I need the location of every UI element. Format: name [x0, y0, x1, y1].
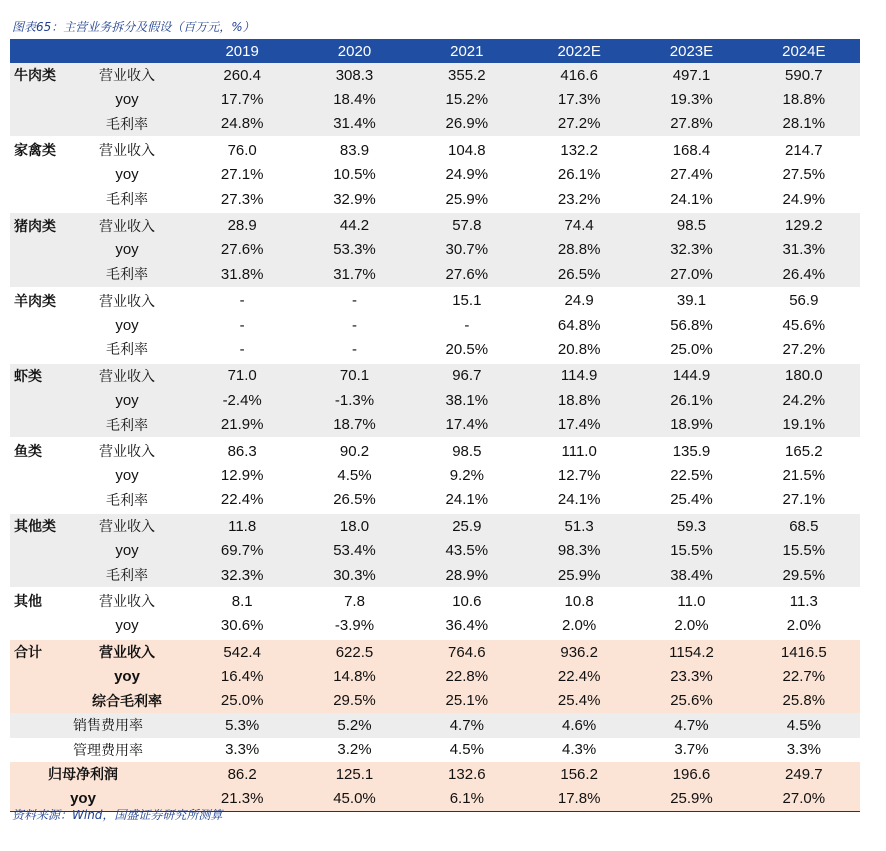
value-cell: 4.6% — [523, 713, 635, 737]
value-cell: 25.8% — [748, 689, 860, 713]
value-cell: 27.5% — [782, 166, 826, 184]
value-cell: 25.9% — [523, 563, 635, 588]
value-cell: 11.0 — [635, 588, 747, 613]
value-cell: 22.8% — [411, 664, 523, 688]
value-cell: -2.4% — [186, 388, 298, 412]
value-cell: 30.7% — [411, 238, 523, 262]
value-cell: 12.9% — [220, 466, 264, 484]
metric-label: 销售费用率 — [10, 713, 186, 737]
value-cell: 125.1 — [298, 762, 410, 786]
value-cell: 18.4% — [298, 87, 410, 111]
value-cell: 4.5% — [748, 713, 860, 737]
value-cell: 23.2% — [557, 190, 601, 208]
value-cell: 24.9% — [445, 166, 489, 184]
value-cell: 64.8% — [557, 316, 601, 334]
financial-table — [10, 39, 860, 812]
metric-label: yoy — [68, 388, 186, 412]
value-cell: 27.4% — [670, 166, 713, 184]
value-cell: 21.5% — [782, 466, 826, 484]
value-cell: 28.8% — [523, 238, 635, 262]
category-label: 猪肉类 — [10, 212, 68, 237]
value-cell: 249.7 — [748, 762, 860, 786]
value-cell: 23.3% — [635, 664, 747, 688]
value-cell: 18.8% — [523, 388, 635, 412]
metric-label: yoy — [115, 316, 139, 334]
category-label: 其他类 — [10, 513, 68, 538]
value-cell: 5.2% — [298, 713, 410, 737]
table-row — [10, 463, 860, 487]
header-year: 2021 — [411, 39, 523, 63]
category-label — [10, 689, 68, 713]
value-cell: 71.0 — [186, 363, 298, 388]
value-cell: 29.5% — [298, 689, 410, 713]
value-cell: 21.3% — [186, 786, 298, 811]
metric-label: yoy — [68, 538, 186, 562]
value-cell: 355.2 — [411, 63, 523, 87]
value-cell: 114.9 — [523, 363, 635, 388]
category-label: 牛肉类 — [10, 63, 68, 87]
value-cell: 497.1 — [635, 63, 747, 87]
header-year: 2024E — [748, 39, 860, 63]
value-cell: 27.3% — [220, 190, 264, 208]
value-cell: 17.3% — [523, 87, 635, 111]
value-cell: 86.2 — [186, 762, 298, 786]
value-cell: 416.6 — [523, 63, 635, 87]
value-cell: 542.4 — [186, 639, 298, 664]
category-label — [10, 388, 68, 412]
value-cell: 28.1% — [748, 112, 860, 137]
value-cell: 59.3 — [635, 513, 747, 538]
value-cell: 26.1% — [557, 166, 601, 184]
metric-label: 营业收入 — [68, 438, 186, 463]
total-row — [10, 639, 860, 664]
value-cell: 17.4% — [411, 412, 523, 437]
metric-label: 营业收入 — [68, 513, 186, 538]
category-label — [10, 664, 68, 688]
expense-row — [10, 738, 860, 762]
value-cell: 156.2 — [523, 762, 635, 786]
header-row — [10, 39, 860, 63]
table-row — [10, 488, 860, 513]
metric-label: yoy — [68, 87, 186, 111]
value-cell: 25.4% — [523, 689, 635, 713]
value-cell: 44.2 — [298, 212, 410, 237]
value-cell: - — [239, 340, 245, 358]
value-cell: 27.2% — [523, 112, 635, 137]
value-cell: 27.0% — [748, 786, 860, 811]
value-cell: 38.1% — [411, 388, 523, 412]
table-row — [10, 187, 860, 212]
value-cell: 6.1% — [411, 786, 523, 811]
value-cell: 622.5 — [298, 639, 410, 664]
category-label — [10, 563, 68, 588]
category-label — [10, 262, 68, 287]
category-label — [10, 463, 68, 487]
value-cell: 26.9% — [411, 112, 523, 137]
table-row — [10, 262, 860, 287]
category-label — [10, 412, 68, 437]
value-cell: 22.4% — [523, 664, 635, 688]
value-cell: - — [239, 316, 245, 334]
table-row — [10, 563, 860, 588]
category-label — [10, 112, 68, 137]
category-label: 鱼类 — [10, 438, 68, 463]
header-year: 2020 — [298, 39, 410, 63]
table-row — [10, 388, 860, 412]
header-blank — [68, 39, 186, 63]
source-note: 资料来源：Wind，国盛证券研究所测算 — [12, 808, 223, 822]
value-cell: 590.7 — [748, 63, 860, 87]
metric-label: 营业收入 — [68, 137, 186, 162]
value-cell: 196.6 — [635, 762, 747, 786]
value-cell: 2.0% — [674, 617, 709, 635]
value-cell: - — [464, 316, 470, 334]
value-cell: 3.3% — [786, 741, 821, 759]
value-cell: 30.3% — [298, 563, 410, 588]
value-cell: 28.9% — [411, 563, 523, 588]
value-cell: 11.8 — [186, 513, 298, 538]
value-cell: - — [351, 340, 357, 358]
category-label — [10, 238, 68, 262]
value-cell: 27.0% — [635, 262, 747, 287]
value-cell: 25.0% — [186, 689, 298, 713]
value-cell: 18.7% — [298, 412, 410, 437]
value-cell: 3.2% — [337, 741, 372, 759]
category-label — [10, 488, 68, 513]
category-label: 其他 — [10, 588, 68, 613]
table-row — [10, 137, 860, 162]
value-cell: 31.7% — [298, 262, 410, 287]
value-cell: 25.1% — [411, 689, 523, 713]
value-cell: 165.2 — [748, 438, 860, 463]
value-cell: 10.8 — [523, 588, 635, 613]
value-cell: 90.2 — [298, 438, 410, 463]
value-cell: 98.5 — [635, 212, 747, 237]
value-cell: 144.9 — [635, 363, 747, 388]
category-label — [10, 538, 68, 562]
table-row — [10, 614, 860, 639]
metric-label: 营业收入 — [68, 588, 186, 613]
metric-label: 毛利率 — [68, 262, 186, 287]
value-cell: 7.8 — [298, 588, 410, 613]
metric-label: 毛利率 — [106, 192, 148, 209]
value-cell: 51.3 — [523, 513, 635, 538]
value-cell: 15.5% — [748, 538, 860, 562]
value-cell: 25.9% — [445, 190, 489, 208]
value-cell: 56.9 — [748, 288, 860, 313]
metric-label: 毛利率 — [68, 412, 186, 437]
value-cell: 27.8% — [635, 112, 747, 137]
table-row — [10, 63, 860, 87]
metric-label: 毛利率 — [68, 563, 186, 588]
value-cell: 98.5 — [411, 438, 523, 463]
category-label — [10, 614, 68, 639]
value-cell: 19.3% — [635, 87, 747, 111]
table-row — [10, 337, 860, 362]
table-row — [10, 163, 860, 187]
value-cell: 96.7 — [411, 363, 523, 388]
value-cell: 98.3% — [523, 538, 635, 562]
value-cell: 25.9 — [411, 513, 523, 538]
value-cell: 15.1 — [411, 288, 523, 313]
value-cell: 3.7% — [674, 741, 709, 759]
value-cell: 132.6 — [411, 762, 523, 786]
value-cell: 27.6% — [411, 262, 523, 287]
value-cell: 180.0 — [748, 363, 860, 388]
value-cell: 74.4 — [523, 212, 635, 237]
table-row — [10, 313, 860, 337]
value-cell: 25.6% — [635, 689, 747, 713]
value-cell: 22.4% — [220, 491, 264, 509]
metric-label: 营业收入 — [68, 212, 186, 237]
metric-label: 营业收入 — [68, 363, 186, 388]
value-cell: 45.0% — [298, 786, 410, 811]
value-cell: 5.3% — [186, 713, 298, 737]
value-cell: 25.0% — [670, 340, 713, 358]
value-cell: 18.8% — [748, 87, 860, 111]
value-cell: 24.9 — [523, 288, 635, 313]
value-cell: 76.0 — [186, 137, 298, 162]
value-cell: 24.1% — [670, 190, 713, 208]
value-cell: 24.2% — [748, 388, 860, 412]
value-cell: 27.6% — [186, 238, 298, 262]
value-cell: 4.5% — [337, 466, 372, 484]
value-cell: 3.3% — [225, 741, 260, 759]
total-row — [10, 689, 860, 713]
value-cell: 83.9 — [298, 137, 410, 162]
value-cell: 57.8 — [411, 212, 523, 237]
value-cell: 104.8 — [411, 137, 523, 162]
category-label — [10, 87, 68, 111]
value-cell: 4.3% — [562, 741, 597, 759]
metric-label: 营业收入 — [68, 63, 186, 87]
value-cell: - — [298, 288, 410, 313]
value-cell: 68.5 — [748, 513, 860, 538]
value-cell: 26.5% — [523, 262, 635, 287]
metric-label: 毛利率 — [106, 342, 148, 359]
value-cell: 69.7% — [186, 538, 298, 562]
value-cell: - — [351, 316, 357, 334]
value-cell: 11.3 — [748, 588, 860, 613]
value-cell: 19.1% — [748, 412, 860, 437]
value-cell: 70.1 — [298, 363, 410, 388]
value-cell: 38.4% — [635, 563, 747, 588]
metric-label: 归母净利润 — [10, 762, 186, 786]
header-blank — [10, 39, 68, 63]
profit-row — [10, 762, 860, 786]
value-cell: 45.6% — [782, 316, 826, 334]
value-cell: 31.3% — [748, 238, 860, 262]
value-cell: 24.1% — [557, 491, 601, 509]
value-cell: 17.7% — [186, 87, 298, 111]
value-cell: 22.7% — [748, 664, 860, 688]
value-cell: 56.8% — [670, 316, 713, 334]
value-cell: 30.6% — [220, 617, 264, 635]
category-label — [10, 337, 68, 362]
category-label — [10, 313, 68, 337]
value-cell: 25.9% — [635, 786, 747, 811]
table-row — [10, 112, 860, 137]
category-label — [10, 187, 68, 212]
value-cell: 111.0 — [523, 438, 635, 463]
header-year: 2023E — [635, 39, 747, 63]
value-cell: 32.3% — [186, 563, 298, 588]
value-cell: 27.1% — [220, 166, 264, 184]
value-cell: - — [186, 288, 298, 313]
metric-label: 营业收入 — [68, 639, 186, 664]
value-cell: 18.9% — [635, 412, 747, 437]
metric-label: 营业收入 — [68, 288, 186, 313]
value-cell: 4.7% — [635, 713, 747, 737]
metric-label: yoy — [115, 166, 139, 184]
value-cell: 20.8% — [557, 340, 601, 358]
value-cell: 28.9 — [186, 212, 298, 237]
metric-label: 毛利率 — [68, 112, 186, 137]
metric-label: yoy — [68, 238, 186, 262]
value-cell: 168.4 — [635, 137, 747, 162]
total-row — [10, 664, 860, 688]
value-cell: 22.5% — [670, 466, 713, 484]
value-cell: 26.1% — [635, 388, 747, 412]
table-title: 图表65：主营业务拆分及假设（百万元，%） — [12, 20, 255, 34]
value-cell: 26.5% — [333, 491, 376, 509]
value-cell: 260.4 — [186, 63, 298, 87]
table-row — [10, 87, 860, 111]
table-row — [10, 588, 860, 613]
metric-label: yoy — [68, 664, 186, 688]
table-row — [10, 412, 860, 437]
value-cell: 18.0 — [298, 513, 410, 538]
metric-label: yoy — [115, 466, 139, 484]
metric-label: yoy — [115, 617, 139, 635]
table-row — [10, 212, 860, 237]
value-cell: 31.8% — [186, 262, 298, 287]
table-row — [10, 363, 860, 388]
value-cell: 32.9% — [333, 190, 376, 208]
value-cell: 8.1 — [186, 588, 298, 613]
value-cell: 308.3 — [298, 63, 410, 87]
value-cell: 21.9% — [186, 412, 298, 437]
value-cell: 32.3% — [635, 238, 747, 262]
metric-label: 管理费用率 — [73, 742, 143, 759]
table-row — [10, 538, 860, 562]
table-row — [10, 438, 860, 463]
table-row — [10, 288, 860, 313]
category-label — [10, 163, 68, 187]
value-cell: 12.7% — [557, 466, 601, 484]
category-label: 虾类 — [10, 363, 68, 388]
value-cell: 53.4% — [298, 538, 410, 562]
expense-row — [10, 713, 860, 737]
value-cell: 17.8% — [523, 786, 635, 811]
value-cell: 31.4% — [298, 112, 410, 137]
value-cell: 4.5% — [449, 741, 484, 759]
value-cell: 9.2% — [449, 466, 484, 484]
value-cell: 24.9% — [782, 190, 826, 208]
value-cell: 764.6 — [411, 639, 523, 664]
value-cell: 24.8% — [186, 112, 298, 137]
value-cell: 129.2 — [748, 212, 860, 237]
value-cell: 39.1 — [635, 288, 747, 313]
value-cell: 27.1% — [782, 491, 826, 509]
metric-label: 毛利率 — [106, 492, 148, 509]
value-cell: 135.9 — [635, 438, 747, 463]
table-row — [10, 238, 860, 262]
value-cell: 29.5% — [748, 563, 860, 588]
value-cell: 86.3 — [186, 438, 298, 463]
value-cell: 26.4% — [748, 262, 860, 287]
value-cell: 10.6 — [411, 588, 523, 613]
value-cell: 10.5% — [333, 166, 376, 184]
value-cell: 20.5% — [445, 340, 489, 358]
header-year: 2022E — [523, 39, 635, 63]
value-cell: 17.4% — [523, 412, 635, 437]
metric-label: yoy — [10, 786, 186, 811]
value-cell: 2.0% — [562, 617, 597, 635]
value-cell: 15.5% — [635, 538, 747, 562]
value-cell: 2.0% — [786, 617, 821, 635]
value-cell: 1416.5 — [748, 639, 860, 664]
value-cell: 53.3% — [298, 238, 410, 262]
value-cell: 16.4% — [186, 664, 298, 688]
value-cell: 4.7% — [411, 713, 523, 737]
value-cell: 132.2 — [523, 137, 635, 162]
value-cell: 1154.2 — [635, 639, 747, 664]
value-cell: 14.8% — [298, 664, 410, 688]
value-cell: -1.3% — [298, 388, 410, 412]
value-cell: 214.7 — [748, 137, 860, 162]
value-cell: 43.5% — [411, 538, 523, 562]
value-cell: 27.2% — [782, 340, 826, 358]
value-cell: 36.4% — [445, 617, 489, 635]
value-cell: 936.2 — [523, 639, 635, 664]
table-row — [10, 513, 860, 538]
metric-label: 综合毛利率 — [68, 689, 186, 713]
category-label: 羊肉类 — [10, 288, 68, 313]
category-label: 家禽类 — [10, 137, 68, 162]
category-label: 合计 — [10, 639, 68, 664]
value-cell: 15.2% — [411, 87, 523, 111]
value-cell: 25.4% — [670, 491, 713, 509]
header-year: 2019 — [186, 39, 298, 63]
value-cell: -3.9% — [334, 617, 375, 635]
value-cell: 24.1% — [445, 491, 489, 509]
